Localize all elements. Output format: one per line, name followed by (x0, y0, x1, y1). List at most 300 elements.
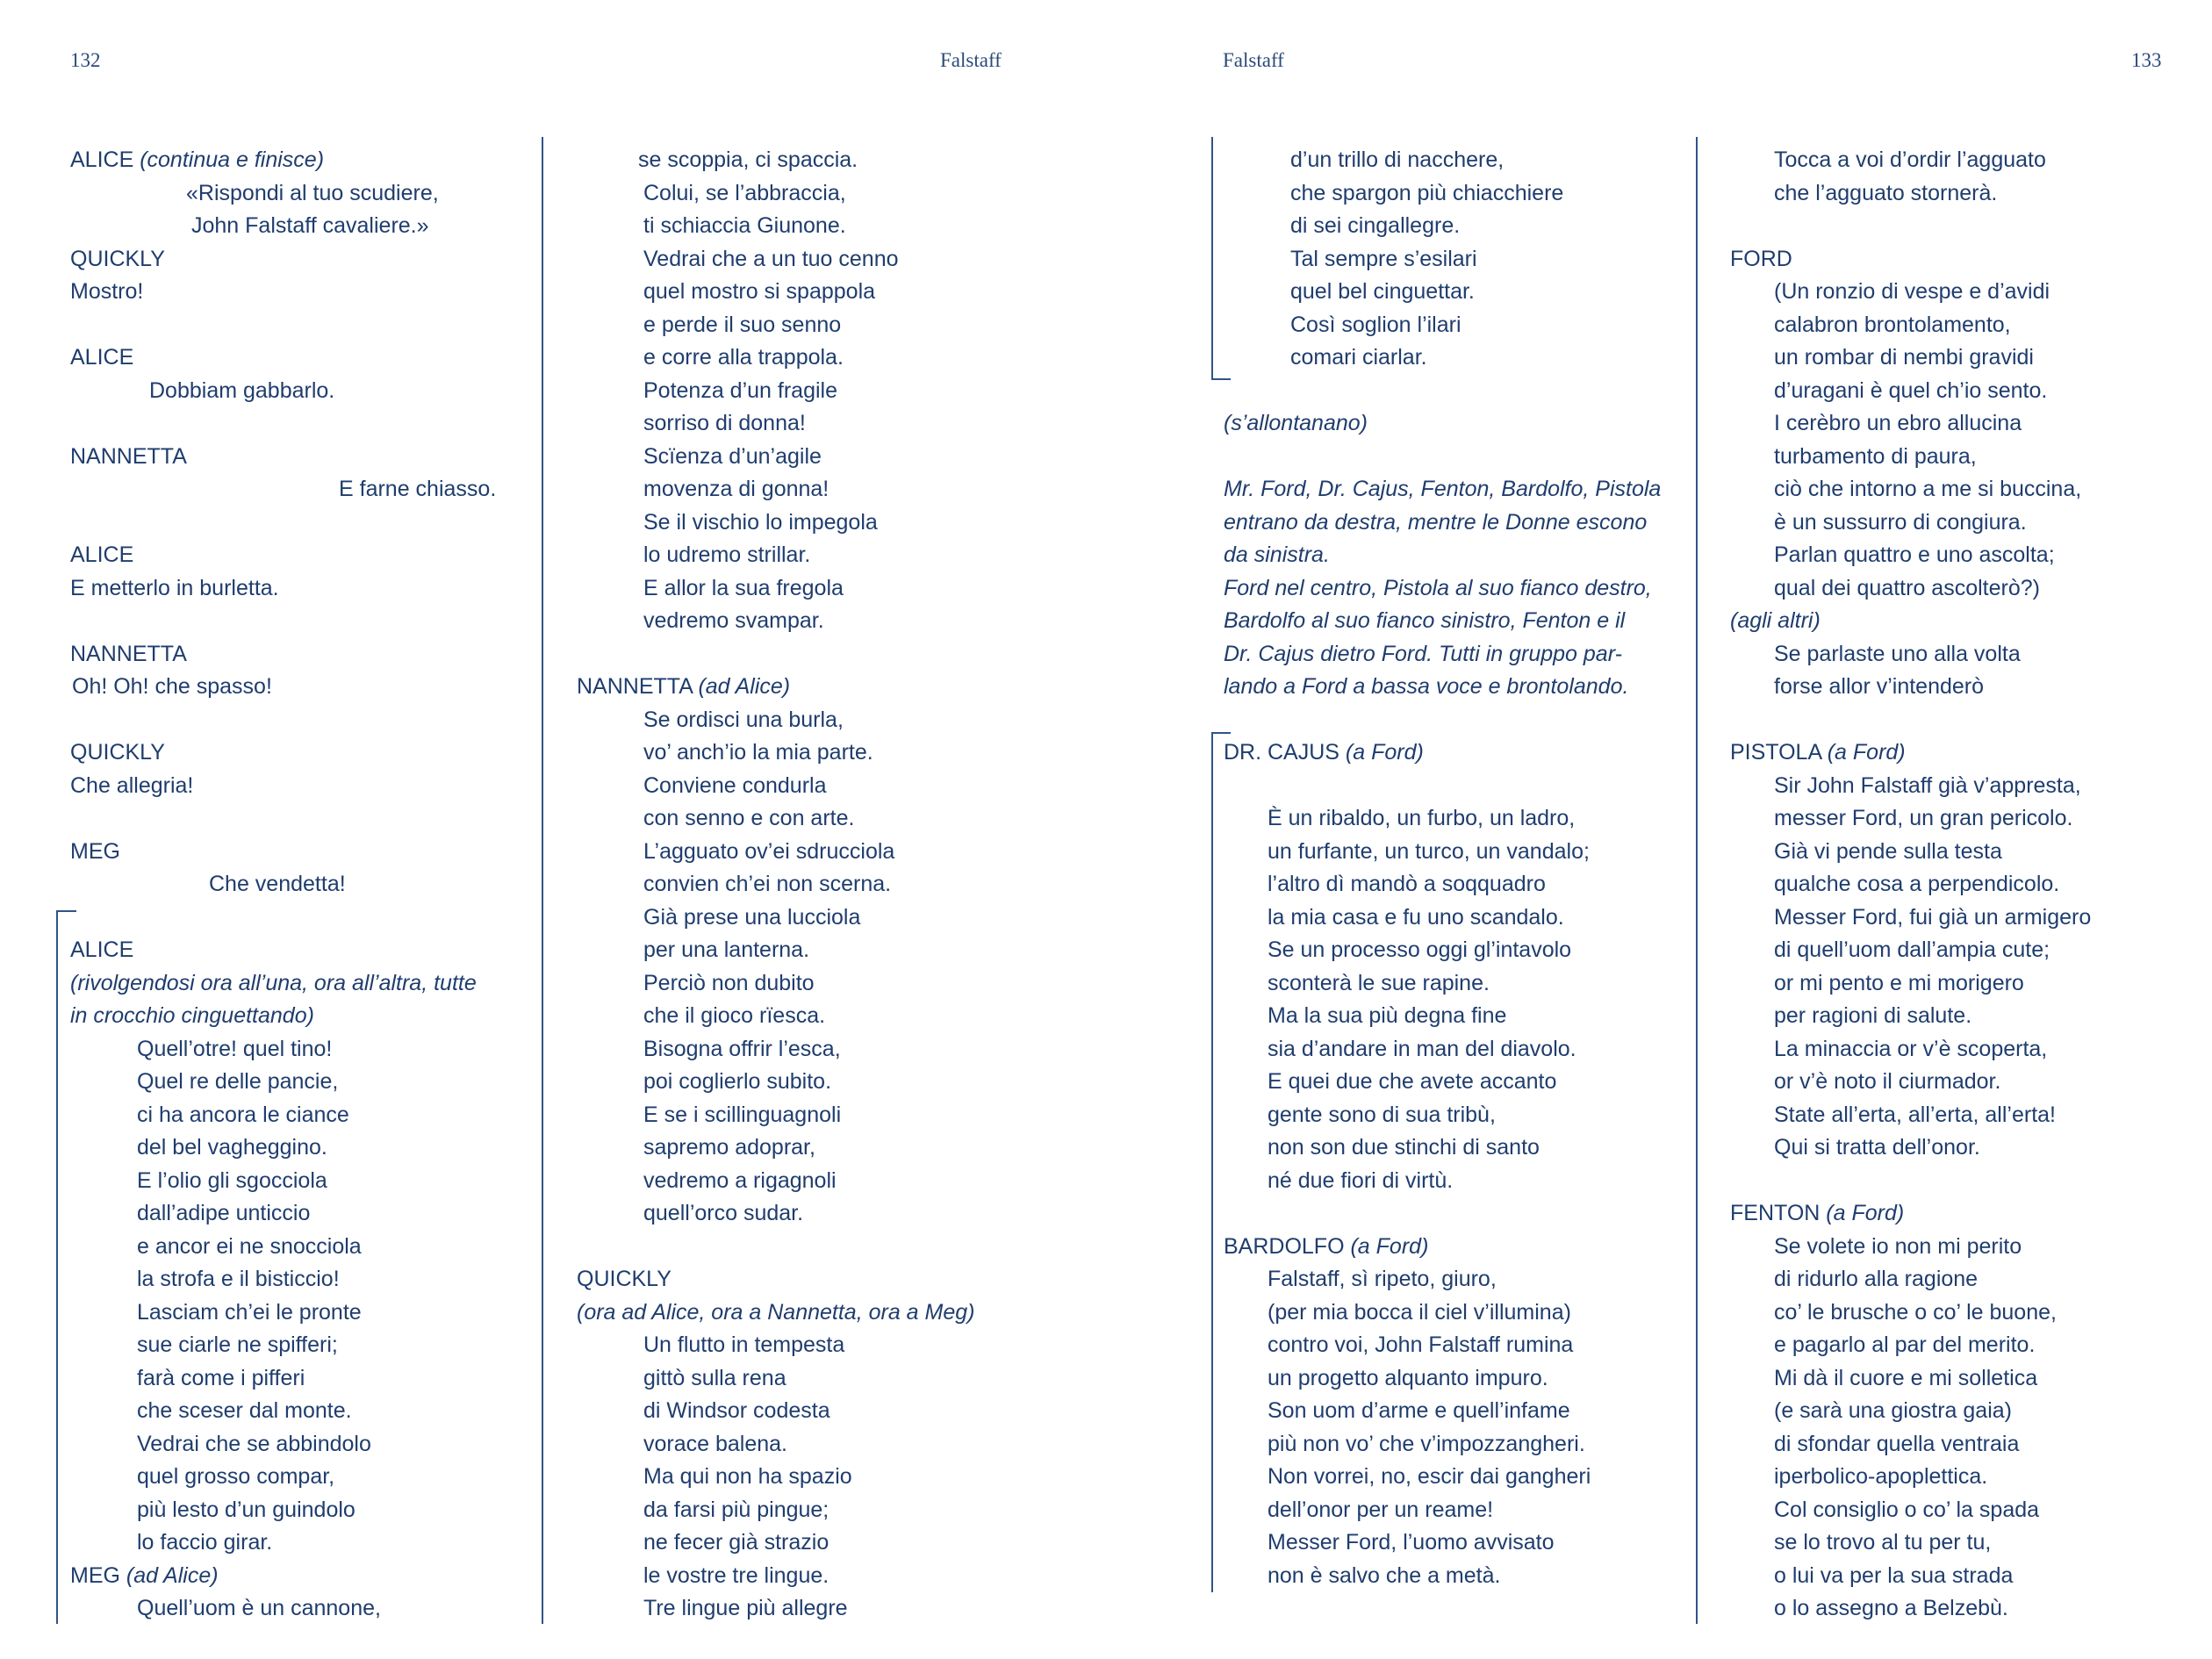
verse-line (577, 836, 974, 869)
verse-line (70, 802, 496, 836)
verse-line (1224, 210, 1661, 243)
verse-line (70, 441, 496, 474)
line-text: Tal sempre s’esilari (1290, 246, 1477, 271)
verse-line (1224, 1296, 1661, 1330)
verse-line (70, 934, 496, 967)
line-text: qualche cosa a perpendicolo. (1774, 872, 2060, 896)
verse-line (577, 704, 974, 737)
verse-line (70, 1197, 496, 1231)
verse-line (1730, 1197, 2091, 1231)
verse-line (70, 1165, 496, 1198)
verse-line (1730, 243, 2091, 276)
line-text: d’un trillo di nacchere, (1290, 147, 1505, 172)
line-text: che il gioco rïesca. (643, 1003, 826, 1028)
verse-line (70, 309, 496, 342)
line-text: Non vorrei, no, escir dai gangheri (1268, 1464, 1591, 1489)
line-text: comari ciarlar. (1290, 345, 1427, 370)
verse-line (1730, 506, 2091, 540)
verse-line (1730, 1395, 2091, 1428)
line-text: dall’adipe unticcio (137, 1201, 311, 1225)
stage-direction: Ford nel centro, Pistola al suo fianco destro, (1224, 575, 1652, 600)
verse-line (70, 1362, 496, 1396)
verse-line (577, 1592, 974, 1626)
verse-line (70, 243, 496, 276)
stage-direction: in crocchio cinguettando) (70, 1003, 314, 1028)
line-text: Tre lingue più allegre (643, 1596, 848, 1620)
verse-line (1730, 836, 2091, 869)
stage-direction: (a Ford) (1827, 740, 1906, 765)
left-page-number: 132 (70, 49, 101, 71)
line-text: Son uom d’arme e quell’infame (1268, 1398, 1570, 1423)
line-text: «Rispondi al tuo scudiere, (186, 180, 439, 205)
verse-line (1224, 1362, 1661, 1396)
verse-line (1224, 1329, 1661, 1362)
verse-line (70, 901, 496, 935)
verse-line (577, 177, 974, 211)
line-text: e perde il suo senno (643, 312, 842, 337)
verse-line (1730, 967, 2091, 1001)
line-text: vorace balena. (643, 1431, 788, 1456)
line-text: sia d’andare in man del diavolo. (1268, 1036, 1576, 1061)
line-text: farà come i pifferi (137, 1365, 305, 1390)
verse-line (577, 1099, 974, 1132)
verse-line (1224, 243, 1661, 276)
verse-line (70, 1296, 496, 1330)
verse-line (577, 1526, 974, 1560)
bracket-alice-ensemble (56, 910, 58, 1624)
verse-line (1224, 441, 1661, 474)
verse-line (577, 1131, 974, 1165)
line-text: quel bel cinguettar. (1290, 279, 1475, 304)
line-text: Quel re delle pancie, (137, 1069, 339, 1094)
verse-line (1224, 506, 1661, 540)
line-text: NANNETTA (577, 674, 699, 699)
line-text: Già prese una lucciola (643, 904, 861, 930)
verse-line (1730, 1494, 2091, 1527)
verse-line (577, 1263, 974, 1296)
left-running-title: Falstaff (940, 49, 1002, 71)
verse-line (1730, 1033, 2091, 1066)
line-text: vedremo a rigagnoli (643, 1167, 837, 1193)
verse-line (577, 473, 974, 506)
line-text: Già vi pende sulla testa (1774, 838, 2002, 864)
line-text: le vostre tre lingue. (643, 1562, 830, 1588)
line-text: State all’erta, all’erta, all’erta! (1774, 1102, 2056, 1127)
line-text: che spargon più chiacchiere (1290, 180, 1564, 205)
line-text: FORD (1730, 246, 1792, 271)
line-text: da farsi più pingue; (643, 1497, 830, 1522)
stage-direction: (continua e finisce) (140, 147, 325, 172)
line-text: di sei cingallegre. (1290, 213, 1461, 238)
line-text: sorriso di donna! (643, 411, 806, 435)
line-text: Colui, se l’abbraccia, (643, 180, 846, 205)
verse-line (577, 868, 974, 901)
line-text: ti schiaccia Giunone. (643, 213, 846, 238)
verse-line (1224, 802, 1661, 836)
line-text: Se parlaste uno alla volta (1774, 641, 2021, 666)
line-text: Se volete io non mi perito (1774, 1233, 2022, 1259)
verse-line (70, 1329, 496, 1362)
verse-line (577, 1231, 974, 1264)
line-text: or mi pento e mi morigero (1774, 970, 2024, 995)
verse-line (70, 1131, 496, 1165)
verse-line (1224, 572, 1661, 606)
line-text: BARDOLFO (1224, 1233, 1351, 1259)
line-text: NANNETTA (70, 641, 187, 666)
verse-line (70, 539, 496, 572)
verse-line (1730, 1560, 2091, 1593)
line-text: più lesto d’un guindolo (137, 1497, 356, 1522)
verse-line (577, 276, 974, 309)
verse-line (70, 1428, 496, 1462)
verse-line (1224, 1494, 1661, 1527)
verse-line (577, 341, 974, 375)
line-text: se lo trovo al tu per tu, (1774, 1530, 1992, 1555)
verse-line (1224, 341, 1661, 375)
line-text: co’ le brusche o co’ le buone, (1774, 1299, 2057, 1325)
verse-line (1224, 1033, 1661, 1066)
verse-line (1730, 704, 2091, 737)
verse-line (1224, 1560, 1661, 1593)
line-text: MEG (70, 838, 120, 864)
verse-line (1730, 309, 2091, 342)
line-text: Vedrai che a un tuo cenno (643, 246, 899, 271)
verse-line (577, 1033, 974, 1066)
verse-line (577, 1197, 974, 1231)
line-text: è un sussurro di congiura. (1774, 509, 2027, 535)
verse-line (577, 736, 974, 770)
line-text: per ragioni di salute. (1774, 1003, 1972, 1028)
line-text: turbamento di paura, (1774, 443, 1977, 469)
right-page-number: 133 (2131, 49, 2162, 71)
verse-line (577, 1165, 974, 1198)
line-text: iperbolico-apoplettica. (1774, 1464, 1988, 1489)
stage-direction: entrano da destra, mentre le Donne escono (1224, 509, 1648, 535)
stage-direction: (a Ford) (1350, 1233, 1429, 1259)
verse-line (1224, 1428, 1661, 1462)
verse-line (1224, 473, 1661, 506)
line-text: dell’onor per un reame! (1268, 1497, 1494, 1522)
verse-line (1730, 1165, 2091, 1198)
line-text: DR. CAJUS (1224, 740, 1346, 765)
verse-line (1730, 1428, 2091, 1462)
verse-line (577, 1461, 974, 1494)
stage-direction: (ad Alice) (126, 1562, 219, 1588)
line-text: o lui va per la sua strada (1774, 1562, 2014, 1588)
verse-line (1224, 605, 1661, 638)
line-text: e corre alla trappola. (643, 345, 844, 370)
line-text: o lo assegno a Belzebù. (1774, 1596, 2008, 1620)
line-text: gente sono di sua tribù, (1268, 1102, 1496, 1127)
line-text: MEG (70, 1562, 126, 1588)
verse-line (1730, 144, 2091, 177)
line-text: Mi dà il cuore e mi solletica (1774, 1365, 2038, 1390)
verse-line (1730, 276, 2091, 309)
verse-line (577, 934, 974, 967)
line-text: con senno e con arte. (643, 806, 855, 830)
line-text: Se ordisci una burla, (643, 707, 844, 732)
verse-line (70, 671, 496, 704)
line-text: ci ha ancora le ciance (137, 1102, 349, 1127)
line-text: Sir John Falstaff già v’appresta, (1774, 772, 2081, 798)
verse-line (577, 1428, 974, 1462)
verse-line (1730, 1461, 2091, 1494)
verse-line (1730, 671, 2091, 704)
stage-direction: (a Ford) (1345, 740, 1424, 765)
text-column-4 (1730, 144, 2091, 1626)
verse-line (1730, 638, 2091, 672)
line-text: ne fecer già strazio (643, 1530, 830, 1555)
bracket-ensemble-end (1211, 137, 1213, 380)
verse-line (1730, 539, 2091, 572)
verse-line (1224, 934, 1661, 967)
line-text: E allor la sua fregola (643, 575, 844, 600)
stage-direction: (s’allontanano) (1224, 411, 1368, 435)
verse-line (577, 243, 974, 276)
text-column-2 (577, 144, 974, 1626)
line-text: calabron brontolamento, (1774, 312, 2011, 337)
verse-line (1224, 1131, 1661, 1165)
line-text: QUICKLY (577, 1267, 672, 1291)
line-text: Ma la sua più degna fine (1268, 1003, 1507, 1028)
verse-line (70, 375, 496, 408)
verse-line (1224, 967, 1661, 1001)
verse-line (70, 1494, 496, 1527)
right-running-title: Falstaff (1223, 49, 1284, 71)
bracket-men-ensemble (1211, 732, 1213, 1592)
verse-line (577, 671, 974, 704)
verse-line (577, 967, 974, 1001)
line-text: che l’agguato stornerà. (1774, 180, 1998, 205)
verse-line (70, 572, 496, 606)
verse-line (1224, 836, 1661, 869)
verse-line (1730, 441, 2091, 474)
verse-line (70, 704, 496, 737)
verse-line (1730, 210, 2091, 243)
verse-line (577, 1000, 974, 1033)
verse-line (1730, 1131, 2091, 1165)
line-text: di Windsor codesta (643, 1398, 830, 1423)
line-text: (per mia bocca il ciel v’illumina) (1268, 1299, 1571, 1325)
line-text: sconterà le sue rapine. (1268, 970, 1490, 995)
line-text: John Falstaff cavaliere.» (191, 213, 429, 238)
verse-line (577, 605, 974, 638)
verse-line (70, 736, 496, 770)
line-text: d’uragani è quel ch’io sento. (1774, 377, 2048, 403)
text-column-1 (70, 144, 496, 1626)
line-text: ALICE (70, 937, 134, 962)
verse-line (1224, 1099, 1661, 1132)
line-text: Scïenza d’un’agile (643, 443, 822, 469)
line-text: la strofa e il bisticcio! (137, 1267, 340, 1291)
line-text: Messer Ford, fui già un armigero (1774, 904, 2092, 930)
verse-line (1730, 868, 2091, 901)
verse-line (70, 605, 496, 638)
verse-line (577, 1560, 974, 1593)
line-text: né due fiori di virtù. (1268, 1167, 1454, 1193)
verse-line (1730, 1329, 2091, 1362)
verse-line (577, 375, 974, 408)
stage-direction: (ora ad Alice, ora a Nannetta, ora a Meg) (577, 1299, 975, 1325)
line-text: I cerèbro un ebro allucina (1774, 411, 2022, 435)
verse-line (577, 1362, 974, 1396)
verse-line (1224, 1197, 1661, 1231)
verse-line (1730, 1296, 2091, 1330)
verse-line (577, 309, 974, 342)
line-text: Vedrai che se abbindolo (137, 1431, 371, 1456)
line-text: che sceser dal monte. (137, 1398, 352, 1423)
line-text: ciò che intorno a me si buccina, (1774, 477, 2082, 501)
line-text: messer Ford, un gran pericolo. (1774, 806, 2073, 830)
line-text: non son due stinchi di santo (1268, 1135, 1540, 1160)
line-text: ALICE (70, 345, 134, 370)
verse-line (1730, 802, 2091, 836)
line-text: Falstaff, sì ripeto, giuro, (1268, 1267, 1497, 1291)
line-text: quel mostro si spappola (643, 279, 876, 304)
verse-line (1224, 1263, 1661, 1296)
stage-direction: (ad Alice) (698, 674, 791, 699)
verse-line (577, 407, 974, 441)
verse-line (70, 210, 496, 243)
line-text: (e sarà una giostra gaia) (1774, 1398, 2012, 1423)
verse-line (1730, 1000, 2091, 1033)
verse-line (1224, 276, 1661, 309)
line-text: sue ciarle ne spifferi; (137, 1332, 338, 1357)
verse-line (70, 1066, 496, 1099)
stage-direction: Mr. Ford, Dr. Cajus, Fenton, Bardolfo, Pistola (1224, 477, 1662, 501)
line-text: Mostro! (70, 279, 144, 304)
verse-line (70, 1231, 496, 1264)
verse-line (1224, 1066, 1661, 1099)
verse-line (70, 770, 496, 803)
line-text: movenza di gonna! (643, 477, 830, 501)
stage-direction: lando a Ford a bassa voce e brontolando. (1224, 674, 1629, 699)
line-text: di ridurlo alla ragione (1774, 1267, 1979, 1291)
verse-line (1730, 1362, 2091, 1396)
verse-line (1224, 1165, 1661, 1198)
line-text: un progetto alquanto impuro. (1268, 1365, 1548, 1390)
stage-direction: da sinistra. (1224, 542, 1330, 567)
line-text: lo faccio girar. (137, 1530, 273, 1555)
line-text: È un ribaldo, un furbo, un ladro, (1268, 806, 1576, 830)
verse-line (70, 1099, 496, 1132)
verse-line (1730, 901, 2091, 935)
line-text: Ma qui non ha spazio (643, 1464, 852, 1489)
line-text: E l’olio gli sgocciola (137, 1167, 327, 1193)
line-text: la mia casa e fu uno scandalo. (1268, 904, 1564, 930)
line-text: di quell’uom dall’ampia cute; (1774, 937, 2050, 962)
verse-line (577, 1494, 974, 1527)
stage-direction: (a Ford) (1826, 1201, 1905, 1225)
verse-line (70, 144, 496, 177)
verse-line (577, 210, 974, 243)
line-text: Dobbiam gabbarlo. (149, 377, 335, 403)
line-text: L’agguato ov’ei sdrucciola (643, 838, 895, 864)
line-text: più non vo’ che v’impozzangheri. (1268, 1431, 1585, 1456)
verse-line (1224, 407, 1661, 441)
verse-line (1224, 1461, 1661, 1494)
line-text: Lasciam ch’ei le pronte (137, 1299, 362, 1325)
verse-line (577, 144, 974, 177)
line-text: E se i scillinguagnoli (643, 1102, 842, 1127)
verse-line (1730, 341, 2091, 375)
line-text: Parlan quattro e uno ascolta; (1774, 542, 2055, 567)
line-text: gittò sulla rena (643, 1365, 786, 1390)
verse-line (70, 506, 496, 540)
verse-line (1224, 375, 1661, 408)
verse-line (1730, 736, 2091, 770)
line-text: per una lanterna. (643, 937, 810, 962)
verse-line (577, 539, 974, 572)
line-text: convien ch’ei non scerna. (643, 872, 892, 896)
line-text: Così soglion l’ilari (1290, 312, 1462, 337)
line-text: Se il vischio lo impegola (643, 509, 878, 535)
line-text: FENTON (1730, 1201, 1827, 1225)
verse-line (1730, 1231, 2091, 1264)
verse-line (1224, 1231, 1661, 1264)
line-text: di sfondar quella ventraia (1774, 1431, 2020, 1456)
verse-line (1224, 868, 1661, 901)
line-text: Che vendetta! (209, 872, 346, 896)
verse-line (70, 1263, 496, 1296)
verse-line (1730, 1526, 2091, 1560)
verse-line (577, 1296, 974, 1330)
line-text: Perciò non dubito (643, 970, 815, 995)
verse-line (1224, 1000, 1661, 1033)
line-text: un rombar di nembi gravidi (1774, 345, 2034, 370)
verse-line (1730, 407, 2091, 441)
line-text: un furfante, un turco, un vandalo; (1268, 838, 1590, 864)
verse-line (1224, 770, 1661, 803)
line-text: se scoppia, ci spaccia. (638, 147, 858, 172)
line-text: ALICE (70, 542, 134, 567)
line-text: forse allor v’intenderò (1774, 674, 1985, 699)
line-text: Col consiglio o co’ la spada (1774, 1497, 2040, 1522)
line-text: e ancor ei ne snocciola (137, 1233, 362, 1259)
line-text: Oh! Oh! che spasso! (72, 674, 272, 699)
stage-direction: Dr. Cajus dietro Ford. Tutti in gruppo par- (1224, 641, 1622, 666)
line-text: E farne chiasso. (339, 477, 497, 501)
line-text: vedremo svampar. (643, 608, 824, 633)
verse-line (577, 1395, 974, 1428)
verse-line (1730, 177, 2091, 211)
verse-line (577, 1329, 974, 1362)
verse-line (577, 506, 974, 540)
line-text: l’altro dì mandò a soqquadro (1268, 872, 1546, 896)
column-divider-right (1696, 137, 1698, 1624)
verse-line (1224, 901, 1661, 935)
verse-line (70, 1526, 496, 1560)
line-text: Che allegria! (70, 772, 194, 798)
verse-line (1224, 638, 1661, 672)
verse-line (1730, 1592, 2091, 1626)
column-divider-left (542, 137, 543, 1624)
verse-line (1224, 309, 1661, 342)
verse-line (70, 1000, 496, 1033)
line-text: ALICE (70, 147, 140, 172)
verse-line (1224, 539, 1661, 572)
verse-line (70, 177, 496, 211)
line-text: QUICKLY (70, 740, 165, 765)
line-text: (Un ronzio di vespe e d’avidi (1774, 279, 2050, 304)
line-text: vo’ anch’io la mia parte. (643, 740, 873, 765)
line-text: quell’orco sudar. (643, 1201, 804, 1225)
line-text: Tocca a voi d’ordir l’agguato (1774, 147, 2046, 172)
verse-line (70, 276, 496, 309)
line-text: PISTOLA (1730, 740, 1828, 765)
verse-line (1730, 1263, 2091, 1296)
verse-line (70, 1033, 496, 1066)
